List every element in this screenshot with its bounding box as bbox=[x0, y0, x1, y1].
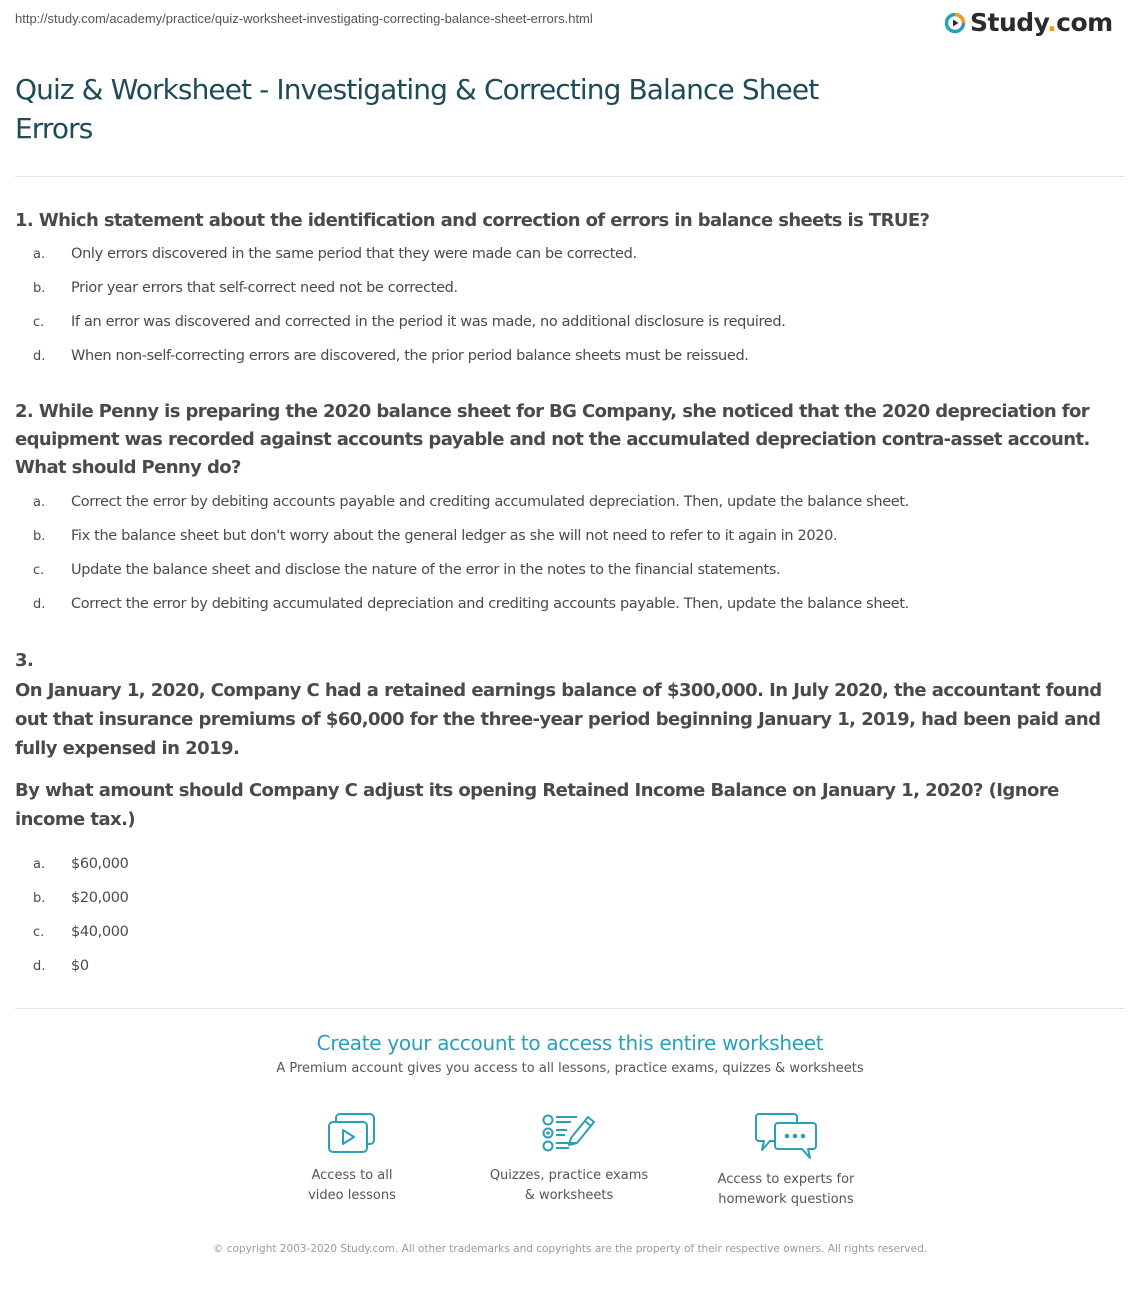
answer-letter: d. bbox=[33, 596, 46, 612]
answer-text: $40,000 bbox=[71, 924, 129, 940]
feature-label bbox=[252, 1166, 452, 1206]
answer-text: $20,000 bbox=[71, 890, 129, 906]
answer-option[interactable] bbox=[33, 881, 129, 915]
answer-letter: b. bbox=[33, 890, 46, 906]
study-logo[interactable] bbox=[944, 8, 1113, 38]
quiz-checklist-icon bbox=[541, 1112, 597, 1156]
answer-text: $60,000 bbox=[71, 856, 129, 872]
answer-text: Correct the error by debiting accumulated depreciation and crediting accounts payable. Then, update the balance sheet. bbox=[71, 596, 909, 612]
feature-video-lessons bbox=[252, 1112, 452, 1206]
answer-option[interactable] bbox=[33, 271, 786, 305]
answer-option[interactable] bbox=[33, 305, 786, 339]
question-2-answers bbox=[33, 485, 909, 621]
answer-option[interactable] bbox=[33, 553, 909, 587]
answer-option[interactable] bbox=[33, 485, 909, 519]
chat-bubbles-icon bbox=[754, 1112, 818, 1160]
logo-wordmark bbox=[970, 8, 1113, 38]
answer-text: Only errors discovered in the same period that they were made can be corrected. bbox=[71, 246, 637, 262]
question-3-text: On January 1, 2020, Company C had a retained earnings balance of $300,000. In July 2020, the accountant found out that insurance premiums of $60,000 for the three-year period beginning January 1, 2019, had been paid and fully expensed in 2019. bbox=[15, 680, 1102, 759]
answer-letter: d. bbox=[33, 348, 46, 364]
answer-text: Update the balance sheet and disclose the nature of the error in the notes to the financial statements. bbox=[71, 562, 781, 578]
copyright-footer: © copyright 2003-2020 Study.com. All other trademarks and copyrights are the property of their respective owners. All rights reserved. bbox=[212, 1243, 928, 1255]
answer-letter: c. bbox=[33, 314, 45, 330]
answer-letter: c. bbox=[33, 924, 45, 940]
feature-label-line: & worksheets bbox=[524, 1188, 614, 1203]
answer-letter: c. bbox=[33, 562, 45, 578]
answer-option[interactable] bbox=[33, 847, 129, 881]
feature-label-line: Quizzes, practice exams bbox=[489, 1168, 649, 1183]
question-3-prompt: By what amount should Company C adjust its opening Retained Income Balance on January 1, 2020? (Ignore income tax.) bbox=[15, 780, 1059, 830]
answer-option[interactable] bbox=[33, 915, 129, 949]
answer-option[interactable] bbox=[33, 519, 909, 553]
feature-quizzes bbox=[469, 1112, 669, 1206]
divider bbox=[15, 1008, 1125, 1009]
create-account-link[interactable]: Create your account to access this entire worksheet bbox=[316, 1031, 824, 1055]
answer-letter: a. bbox=[33, 494, 46, 510]
feature-label-line: Access to experts for bbox=[717, 1172, 855, 1187]
cta-subtitle: A Premium account gives you access to all lessons, practice exams, quizzes & worksheets bbox=[276, 1061, 864, 1076]
play-logo-icon bbox=[944, 12, 966, 34]
logo-dot: . bbox=[1047, 8, 1057, 37]
answer-letter: d. bbox=[33, 958, 46, 974]
divider bbox=[15, 176, 1125, 177]
feature-label-line: video lessons bbox=[308, 1188, 396, 1203]
answer-text: Prior year errors that self-correct need not be corrected. bbox=[71, 280, 458, 296]
question-3-number: 3. bbox=[15, 650, 34, 671]
answer-text: Correct the error by debiting accounts payable and crediting accumulated depreciation. Then, update the balance sheet. bbox=[71, 494, 909, 510]
answer-letter: a. bbox=[33, 246, 46, 262]
answer-letter: a. bbox=[33, 856, 46, 872]
page-url: http://study.com/academy/practice/quiz-worksheet-investigating-correcting-balance-sheet-errors.html bbox=[15, 11, 593, 26]
feature-label bbox=[686, 1170, 886, 1210]
question-1-answers bbox=[33, 237, 786, 373]
feature-label-line: Access to all bbox=[311, 1168, 393, 1183]
video-lessons-icon bbox=[326, 1112, 378, 1156]
page-title: Quiz & Worksheet - Investigating & Correcting Balance Sheet Errors bbox=[15, 73, 819, 145]
question-1: 1. Which statement about the identification and correction of errors in balance sheets is TRUE? bbox=[15, 210, 930, 231]
feature-experts bbox=[686, 1112, 886, 1210]
answer-text: When non-self-correcting errors are discovered, the prior period balance sheets must be reissued. bbox=[71, 348, 749, 364]
answer-text: Fix the balance sheet but don't worry about the general ledger as she will not need to refer to it again in 2020. bbox=[71, 528, 838, 544]
answer-option[interactable] bbox=[33, 237, 786, 271]
answer-option[interactable] bbox=[33, 339, 786, 373]
answer-option[interactable] bbox=[33, 587, 909, 621]
answer-letter: b. bbox=[33, 280, 46, 296]
answer-text: If an error was discovered and corrected in the period it was made, no additional disclosure is required. bbox=[71, 314, 786, 330]
question-3-answers bbox=[33, 847, 129, 983]
logo-main: Study bbox=[970, 8, 1048, 37]
feature-label-line: homework questions bbox=[718, 1192, 854, 1207]
answer-option[interactable] bbox=[33, 949, 129, 983]
answer-letter: b. bbox=[33, 528, 46, 544]
answer-text: $0 bbox=[71, 958, 89, 974]
question-2: 2. While Penny is preparing the 2020 balance sheet for BG Company, she noticed that the 2020 depreciation for equipment was recorded against accounts payable and not the accumulated depreciation contra-asset account. What should Penny do? bbox=[15, 401, 1090, 478]
feature-label bbox=[469, 1166, 669, 1206]
logo-tld: com bbox=[1056, 8, 1113, 37]
